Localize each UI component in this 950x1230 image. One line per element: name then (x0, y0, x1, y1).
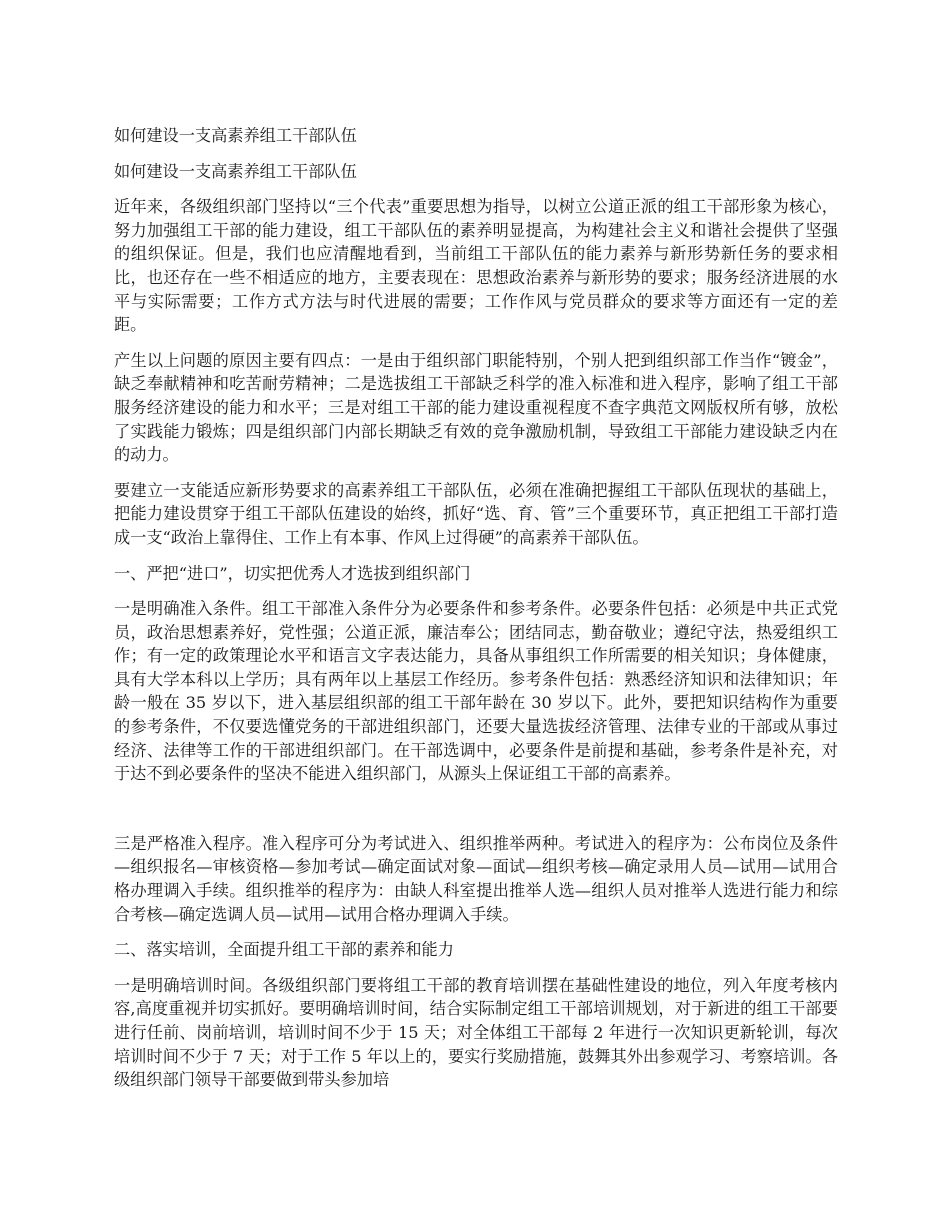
document-page (114, 124, 838, 1104)
paragraph-training-time: 一是明确培训时间。各级组织部门要将组工干部的教育培训摆在基础性建设的地位，列入年度考核内容,高度重视并切实抓好。要明确培训时间，结合实际制定组工干部培训规划，对于新进的组工干部要进行任前、岗前培训，培训时间不少于 15 天；对全体组工干部每 2 年进行一次知识更新轮训，每次培训时间不少于 7 天；对于工作 5 年以上的，要实行奖励措施，鼓舞其外出参观学习、考察培训。各级组织部门领导干部要做到带头参加培 (114, 975, 838, 1090)
section-heading-1: 一、严把“进口”，切实把优秀人才选拔到组织部门 (114, 563, 471, 583)
paragraph-entry-procedure: 三是严格准入程序。准入程序可分为考试进入、组织推举两种。考试进入的程序为：公布岗位及条件—组织报名—审核资格—参加考试—确定面试对象—面试—组织考核—确定录用人员—试用—试用合格办理调入手续。组织推举的程序为：由缺人科室提出推举人选—组织人员对推举人选进行能力和综合考核—确定选调人员—试用—试用合格办理调入手续。 (114, 833, 838, 924)
document-title: 如何建设一支高素养组工干部队伍 (114, 126, 357, 145)
blank-gap (114, 798, 838, 832)
section-heading-2: 二、落实培训，全面提升组工干部的素养和能力 (114, 940, 454, 960)
paragraph-entry-conditions: 一是明确准入条件。组工干部准入条件分为必要条件和参考条件。必要条件包括：必须是中共正式党员，政治思想素养好，党性强；公道正派，廉洁奉公；团结同志，勤奋敬业；遵纪守法，热爱组织工作；有一定的政策理论水平和语言文字表达能力，具备从事组织工作所需要的相关知识；身体健康，具有大学本科以上学历；具有两年以上基层工作经历。参考条件包括：熟悉经济知识和法律知识；年龄一般在 35 岁以下，进入基层组织部的组工干部年龄在 30 岁以下。此外，要把知识结构作为重要的参考条件，不仅要选懂党务的干部进组织部门，还要大量选拔经济管理、法律专业的干部或从事过经济、法律等工作的干部进组织部门。在干部选调中，必要条件是前提和基础，参考条件是补充，对于达不到必要条件的坚决不能进入组织部门，从源头上保证组工干部的高素养。 (114, 599, 838, 784)
document-subtitle: 如何建设一支高素养组工干部队伍 (114, 161, 357, 181)
paragraph-causes: 产生以上问题的原因主要有四点：一是由于组织部门职能特别，个别人把到组织部工作当作“镀金”，缺乏奉献精神和吃苦耐劳精神；二是选拔组工干部缺乏科学的准入标准和进入程序，影响了组工干部服务经济建设的能力和水平；三是对组工干部的能力建设重视程度不查字典范文网版权所有够，放松了实践能力锻炼；四是组织部门内部长期缺乏有效的竞争激励机制，导致组工干部能力建设缺乏内在的动力。 (114, 350, 838, 465)
paragraph-goal: 要建立一支能适应新形势要求的高素养组工干部队伍，必须在准确把握组工干部队伍现状的基础上，把能力建设贯穿于组工干部队伍建设的始终，抓好“选、育、管”三个重要环节，真正把组工干部打造成一支“政治上靠得住、工作上有本事、作风上过得硬”的高素养干部队伍。 (114, 480, 838, 547)
paragraph-intro: 近年来，各级组织部门坚持以“三个代表”重要思想为指导，以树立公道正派的组工干部形象为核心，努力加强组工干部的能力建设，组工干部队伍的素养明显提高，为构建社会主义和谐社会提供了坚强的组织保证。但是，我们也应清醒地看到，当前组工干部队伍的能力素养与新形势新任务的要求相比，也还存在一些不相适应的地方，主要表现在：思想政治素养与新形势的要求；服务经济进展的水平与实际需要；工作方式方法与时代进展的需要；工作作风与党员群众的要求等方面还有一定的差距。 (114, 197, 838, 335)
